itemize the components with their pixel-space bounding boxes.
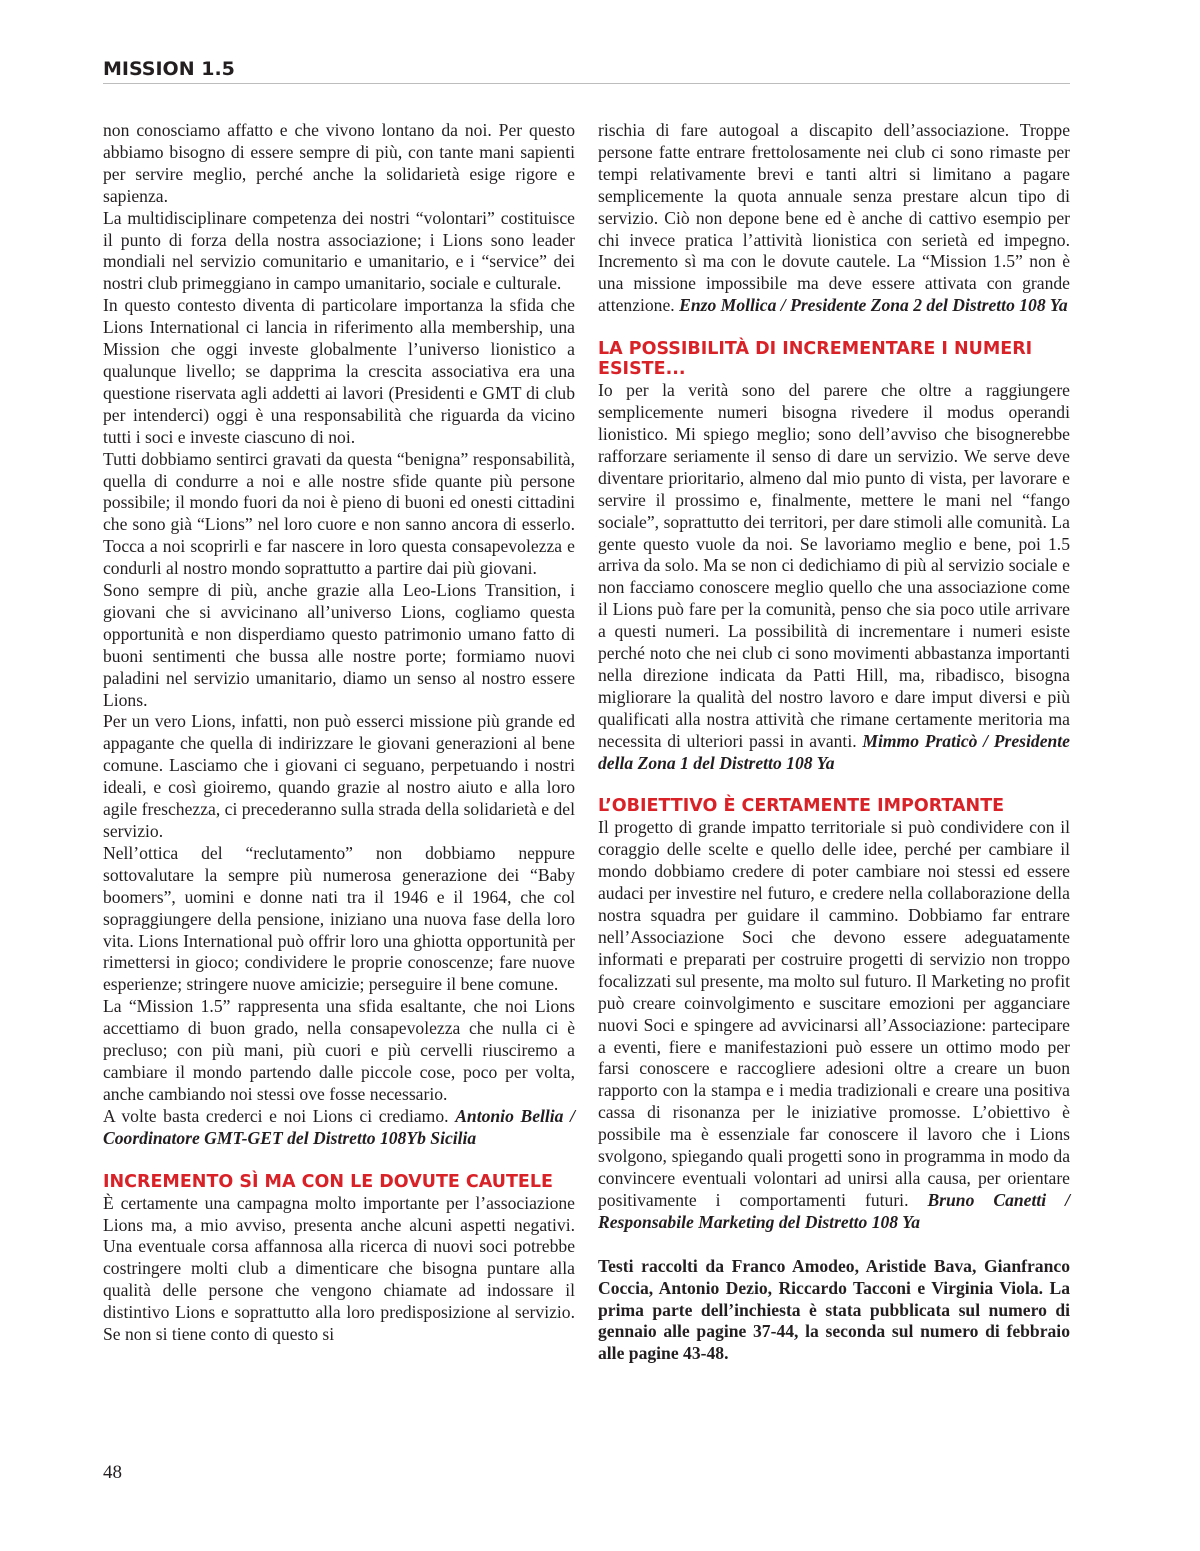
paragraph: non conosciamo affatto e che vivono lontano da noi. Per questo abbiamo bisogno di essere sempre di più, con tante mani sapienti per servire meglio, perché anche la solidarietà esige rigore e sapienza.: [103, 120, 575, 206]
section-heading-possibilita: LA POSSIBILITÀ DI INCREMENTARE I NUMERI ESISTE...: [598, 339, 1033, 380]
paragraph: Sono sempre di più, anche grazie alla Leo-Lions Transition, i giovani che si avvicinano all’universo Lions, cogliamo questa opportunità e non disperdiamo questo patrimonio umano fatto di buoni sentimenti che bussa alle nostre porte; formiamo nuovi paladini nel servizio umanitario, diamo un senso al nostro essere Lions.: [103, 580, 575, 710]
page-number: 48: [103, 1462, 122, 1483]
paragraph: La “Mission 1.5” rappresenta una sfida esaltante, che noi Lions accettiamo di buon grado, nella consapevolezza che nulla ci è precluso; con più mani, più cuori e più cervelli riusciremo a cambiare il mondo partendo dalle piccole cose, poco per volta, anche cambiando noi stessi ove fosse necessario.: [103, 996, 575, 1104]
paragraph-text: Io per la verità sono del parere che oltre a raggiungere semplicemente numeri bisogna rivedere il modus operandi lionistico. Mi spiego meglio; sono dell’avviso che bisognerebbe rafforzare seriamente il senso di dare un servizio. We serve deve diventare prioritario, almeno dal mio punto di vista, per lavorare e servire il prossimo e, finalmente, mettere le mani nel “fango sociale”, soprattutto dei territori, per dare stimoli alle comunità. La gente questo vuole da noi. Se lavoriamo meglio e bene, poi 1.5 arriva da solo. Ma se non ci dedichiamo di più al servizio sociale e non facciamo conoscere meglio quello che una associazione come il Lions può fare per la comunità, penso che sia poco utile arrivare a questi numeri. La possibilità di incrementare i numeri esiste perché noto che nei club ci sono movimenti abbastanza importanti nella direzione indicata da Patti Hill, ma, ribadisco, bisogna migliorare la qualità del nostro lavoro e dare imput diversi e più qualificati alla nostra attività che rimane certamente meritoria ma necessita di ulteriori passi in avanti.: [598, 380, 1070, 751]
paragraph-text: A volte basta crederci e noi Lions ci crediamo.: [103, 1105, 449, 1126]
section-header-title: MISSION 1.5: [103, 58, 235, 80]
section-heading-incremento: INCREMENTO SÌ MA CON LE DOVUTE CAUTELE: [103, 1171, 553, 1192]
author-signature: Enzo Mollica / Presidente Zona 2 del Distretto 108 Ya: [679, 295, 1068, 316]
paragraph: In questo contesto diventa di particolare importanza la sfida che Lions International ci lancia in riferimento alla membership, una Mission che oggi investe globalmente l’universo lionistico a qualunque livello; se dapprima la crescita associativa era una questione riservata agli addetti ai lavori (Presidenti e GMT di club per intenderci) oggi è una responsabilità che riguarda da vicino tutti i soci e investe ciascuno di noi.: [103, 295, 575, 447]
paragraph: Nell’ottica del “reclutamento” non dobbiamo neppure sottovalutare la sempre più numerosa generazione dei “Baby boomers”, uomini e donne nati tra il 1946 e il 1964, che col sopraggiungere della pensione, iniziano una nuova fase della loro vita. Lions International può offrir loro una ghiotta opportunità per rimettersi in gioco; condividere le proprie conoscenze; fare nuove esperienze; stringere nuove amicizie; perseguire il bene comune.: [103, 842, 575, 995]
paragraph: È certamente una campagna molto importante per l’associazione Lions ma, a mio avviso, presenta anche alcuni aspetti negativi. Una eventuale corsa affannosa alla ricerca di nuovi soci potrebbe costringere molti club a dimenticare che bisogna puntare alla qualità delle persone che vengono chiamate ad indossare il distintivo Lions e soprattutto alla loro predisposizione al servizio. Se non si tiene conto di questo si: [103, 1192, 575, 1345]
paragraph-with-author: [103, 1106, 575, 1150]
paragraph-with-author: [598, 120, 1070, 317]
section-heading-obiettivo: L’OBIETTIVO È CERTAMENTE IMPORTANTE: [598, 796, 1005, 817]
left-column: [103, 120, 575, 1346]
paragraph: La multidisciplinare competenza dei nostri “volontari” costituisce il punto di forza della nostra associazione; i Lions sono leader mondiali nel servizio comunitario e umanitario, e i “service” dei nostri club primeggiano in campo umanitario, sociale e culturale.: [103, 207, 575, 294]
paragraph-text: rischia di fare autogoal a discapito dell’associazione. Troppe persone fatte entrare frettolosamente nei club ci sono rimaste per tempi relativamente brevi e tanti altri si limitano a pagare semplicemente la quota annuale senza prestare alcun tipo di servizio. Ciò non depone bene ed è anche di cattivo esempio per chi invece pratica l’attività lionistica con serietà ed impegno. Incremento sì ma con le dovute cautele. La “Mission 1.5” non è una missione impossibile ma deve essere attivata con grande attenzione.: [598, 120, 1070, 316]
author-signature: Mimmo Praticò / Presidente della Zona 1 del Distretto 108 Ya: [598, 730, 1070, 773]
paragraph: Per un vero Lions, infatti, non può esserci missione più grande ed appagante che quella di indirizzare le giovani generazioni al bene comune. Lasciamo che i giovani ci seguano, perpetuando i nostri ideali, e così gioiremo, quando grazie al nostro aiuto e alla loro agile freschezza, ci precederanno sulla strada della solidarietà e del servizio.: [103, 711, 575, 841]
paragraph-with-author: [598, 380, 1070, 774]
author-signature: Bruno Canetti / Responsabile Marketing del Distretto 108 Ya: [598, 1189, 1070, 1232]
paragraph: Tutti dobbiamo sentirci gravati da questa “benigna” responsabilità, quella di condurre a noi e alle nostre sfide quante più persone possibile; il mondo fuori da noi è pieno di buoni ed onesti cittadini che sono già “Lions” nel loro cuore e non sanno ancora di esserlo. Tocca a noi scoprirli e far nascere in loro questa consapevolezza e condurli al nostro mondo soprattutto a partire dai più giovani.: [103, 448, 575, 579]
paragraph-with-author: [598, 817, 1070, 1233]
right-column: [598, 120, 1070, 1365]
author-signature: Antonio Bellia / Coordinatore GMT-GET del Distretto 108Yb Sicilia: [103, 1105, 575, 1148]
page-header: [103, 56, 1070, 84]
credits-note: Testi raccolti da Franco Amodeo, Aristide Bava, Gianfranco Coccia, Antonio Dezio, Riccardo Tacconi e Virginia Viola. La prima parte dell’inchiesta è stata pubblicata sul numero di gennaio alle pagine 37-44, la seconda sul numero di febbraio alle pagine 43-48.: [598, 1255, 1070, 1364]
paragraph-text: Il progetto di grande impatto territoriale si può condividere con il coraggio delle scelte e quello delle idee, perché per cambiare il mondo dobbiamo credere di poter cambiare noi stessi ed essere audaci per investire nel futuro, e credere nella collaborazione della nostra squadra per guidare il cammino. Dobbiamo far entrare nell’Associazione Soci che devono essere adeguatamente informati e preparati per costruire progetti di servizio non troppo focalizzati sul presente, ma molto sul futuro. Il Marketing no profit può creare coinvolgimento e suscitare emozioni per agganciare nuovi Soci e spingere ad avvicinarsi all’Associazione: partecipare a eventi, fiere e manifestazioni può essere un ottimo modo per farsi conoscere e raccogliere adesioni oltre a creare un buon rapporto con la stampa e i media tradizionali e creare una positiva cassa di risonanza per le iniziative promosse. L’obiettivo è possibile ma è essenziale far conoscere il lavoro che i Lions svolgono, spiegando quali progetti sono in programma in modo da convincere eventuali volontari ad unirsi alla causa, per orientare positivamente i comportamenti futuri.: [598, 817, 1070, 1210]
